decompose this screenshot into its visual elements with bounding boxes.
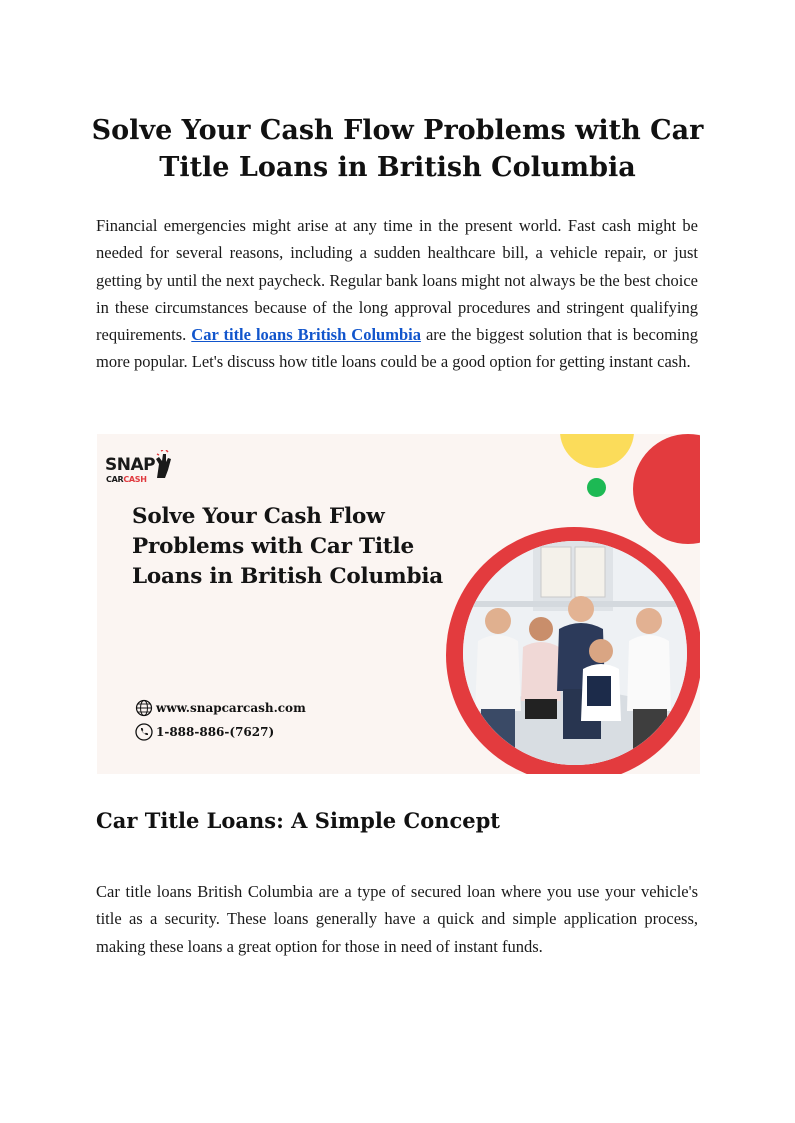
website-contact bbox=[135, 698, 306, 718]
phone-icon bbox=[135, 723, 153, 741]
banner-title-line: Problems with Car Title bbox=[132, 534, 414, 559]
yellow-circle-decoration bbox=[560, 434, 634, 468]
banner-title bbox=[132, 502, 452, 592]
car-title-loans-link[interactable]: Car title loans British Columbia bbox=[191, 325, 421, 345]
intro-paragraph bbox=[96, 212, 698, 376]
logo-snap-text: SNAP bbox=[105, 455, 156, 475]
team-photo bbox=[463, 541, 687, 765]
hand-pinch-icon bbox=[153, 450, 173, 480]
snapcarcash-logo bbox=[105, 450, 175, 490]
section-paragraph: Car title loans British Columbia are a type of secured loan where you use your vehicle's title as a security. These loans generally have a quick and simple application process, making these loans a great option for those in need of instant funds. bbox=[96, 882, 698, 956]
banner-title-line: Loans in British Columbia bbox=[132, 564, 444, 589]
phone-contact bbox=[135, 722, 274, 742]
business-team-illustration bbox=[463, 541, 687, 765]
green-dot-decoration bbox=[587, 478, 606, 497]
logo-carcash-text: CARCASH bbox=[106, 475, 147, 484]
phone-number: 1-888-886-(7627) bbox=[156, 725, 275, 739]
banner-title-line: Solve Your Cash Flow bbox=[132, 504, 385, 529]
section-heading: Car Title Loans: A Simple Concept bbox=[96, 808, 501, 833]
page-title: Solve Your Cash Flow Problems with Car Title Loans in British Columbia bbox=[91, 115, 704, 183]
globe-icon bbox=[135, 699, 153, 717]
promo-banner-image bbox=[97, 434, 700, 774]
red-circle-decoration bbox=[633, 434, 700, 544]
website-url: www.snapcarcash.com bbox=[156, 701, 306, 715]
intro-text-after-link: are the biggest solution that is becoming more popular. Let's discuss how title loans could be a good option for getting instant cash. bbox=[96, 325, 698, 372]
intro-text-before-link: Financial emergencies might arise at any time in the present world. Fast cash might be needed for several reasons, including a sudden healthcare bill, a vehicle repair, or just getting by until the next paycheck. Regular bank loans might not always be the best choice in these circumstances because of the long approval procedures and stringent qualifying requirements. bbox=[96, 216, 698, 345]
